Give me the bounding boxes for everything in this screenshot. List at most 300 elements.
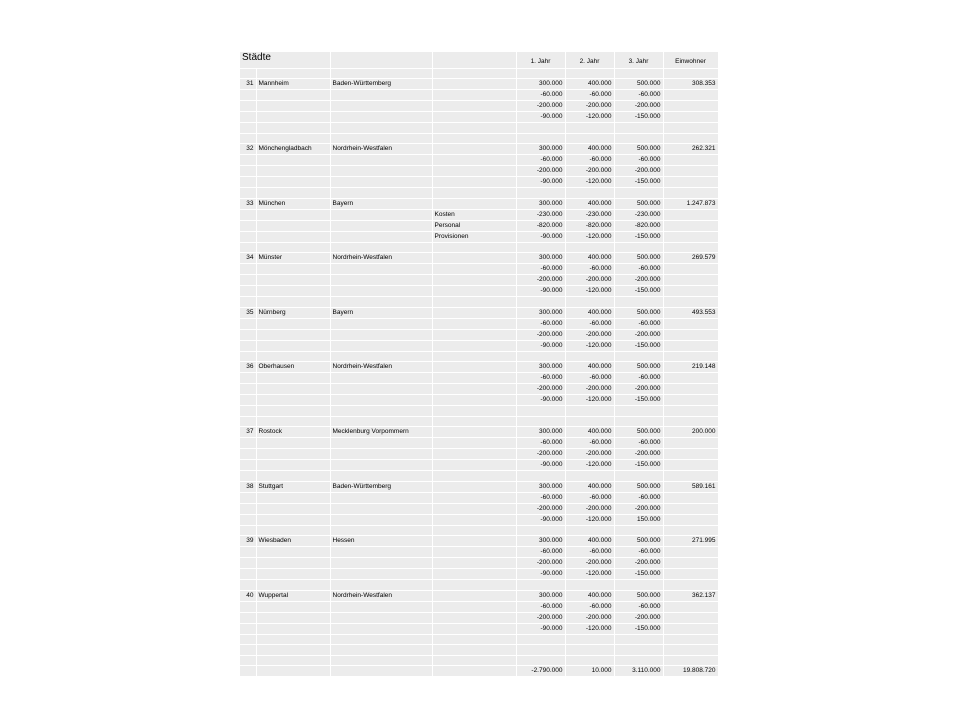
cell-state: Baden-Württemberg	[330, 481, 432, 492]
table-row	[240, 460, 718, 471]
table-title: Städte	[240, 52, 330, 68]
cell-year-2: 400.000	[565, 362, 614, 373]
cell-year-1: -90.000	[516, 177, 565, 188]
cell-year-2: -200.000	[565, 612, 614, 623]
cell-city-name	[256, 242, 330, 253]
cell-city-number	[240, 612, 256, 623]
cell-state: Nordrhein-Westfalen	[330, 362, 432, 373]
cell-city-name	[256, 460, 330, 471]
table-row	[240, 275, 718, 286]
cell-population	[663, 623, 718, 634]
cell-year-3: 500.000	[614, 307, 663, 318]
table-row	[240, 155, 718, 166]
cell-year-1: -90.000	[516, 395, 565, 406]
cell-year-2	[565, 297, 614, 308]
cell-city-name	[256, 90, 330, 101]
cell-state	[330, 503, 432, 514]
cell-population	[663, 351, 718, 362]
cell-item-label	[432, 655, 516, 666]
cell-year-2: -120.000	[565, 395, 614, 406]
cell-state	[330, 68, 432, 79]
cell-year-3	[614, 471, 663, 482]
cell-item-label	[432, 253, 516, 264]
cell-city-number	[240, 449, 256, 460]
cell-item-label	[432, 536, 516, 547]
cell-year-2: 400.000	[565, 253, 614, 264]
cell-item-label	[432, 144, 516, 155]
cell-item-label	[432, 123, 516, 134]
cell-year-2	[565, 580, 614, 591]
cell-year-2: -60.000	[565, 373, 614, 384]
cell-year-2	[565, 188, 614, 199]
cell-year-1: -90.000	[516, 286, 565, 297]
cell-year-2: -200.000	[565, 275, 614, 286]
cell-year-1	[516, 580, 565, 591]
cell-city-name	[256, 264, 330, 275]
cell-city-number	[240, 68, 256, 79]
cell-state	[330, 525, 432, 536]
cell-city-number	[240, 438, 256, 449]
cell-year-1: -200.000	[516, 275, 565, 286]
table-row	[240, 580, 718, 591]
cell-year-2	[565, 416, 614, 427]
cell-city-name	[256, 373, 330, 384]
table-row	[240, 177, 718, 188]
cell-item-label	[432, 101, 516, 112]
cell-year-2: -200.000	[565, 503, 614, 514]
cell-population	[663, 329, 718, 340]
cell-item-label	[432, 449, 516, 460]
cell-item-label: Personal	[432, 220, 516, 231]
cell-city-number	[240, 460, 256, 471]
cell-population	[663, 438, 718, 449]
cell-city-number	[240, 601, 256, 612]
cell-year-1: -90.000	[516, 514, 565, 525]
cell-city-number: 34	[240, 253, 256, 264]
table-row	[240, 112, 718, 123]
cell-city-name	[256, 123, 330, 134]
cell-year-2: -200.000	[565, 384, 614, 395]
table-row	[240, 231, 718, 242]
cell-year-2: -120.000	[565, 569, 614, 580]
cell-year-1: -90.000	[516, 623, 565, 634]
cell-year-2	[565, 242, 614, 253]
cell-year-3	[614, 525, 663, 536]
cell-city-name	[256, 329, 330, 340]
cell-population	[663, 188, 718, 199]
cell-year-3: -150.000	[614, 340, 663, 351]
cell-year-2: 400.000	[565, 427, 614, 438]
cell-state	[330, 395, 432, 406]
cell-state	[330, 601, 432, 612]
table-row	[240, 590, 718, 601]
cell-year-2	[565, 351, 614, 362]
cell-item-label	[432, 514, 516, 525]
cell-year-3	[614, 133, 663, 144]
cell-year-2: -120.000	[565, 231, 614, 242]
cell-city-name: Münster	[256, 253, 330, 264]
table-row	[240, 253, 718, 264]
cell-year-3	[614, 580, 663, 591]
cell-year-1: -200.000	[516, 329, 565, 340]
table-row	[240, 427, 718, 438]
cell-item-label	[432, 133, 516, 144]
table-row	[240, 623, 718, 634]
cell-population: 200.000	[663, 427, 718, 438]
cell-population: 1.247.873	[663, 198, 718, 209]
cell-year-3: -60.000	[614, 90, 663, 101]
cell-city-number: 37	[240, 427, 256, 438]
cell-city-number	[240, 188, 256, 199]
cell-item-label	[432, 416, 516, 427]
cell-population: 262.321	[663, 144, 718, 155]
cell-state	[330, 655, 432, 666]
cell-city-number	[240, 220, 256, 231]
cell-city-number	[240, 155, 256, 166]
cell-city-name	[256, 623, 330, 634]
cell-city-name	[256, 503, 330, 514]
table-row	[240, 220, 718, 231]
cell-year-3: -60.000	[614, 318, 663, 329]
cell-population	[663, 209, 718, 220]
cell-state	[330, 90, 432, 101]
cell-year-1: 300.000	[516, 427, 565, 438]
cell-item-label	[432, 503, 516, 514]
cell-city-name	[256, 101, 330, 112]
cell-year-2: -60.000	[565, 264, 614, 275]
table-row	[240, 351, 718, 362]
cell-year-1: 300.000	[516, 536, 565, 547]
table-row	[240, 525, 718, 536]
cell-city-number	[240, 351, 256, 362]
cell-population	[663, 275, 718, 286]
cell-city-name: Nürnberg	[256, 307, 330, 318]
cell-year-1	[516, 471, 565, 482]
cell-year-3	[614, 655, 663, 666]
table-row	[240, 514, 718, 525]
column-header-year-3: 3. Jahr	[614, 52, 663, 68]
table-row	[240, 79, 718, 90]
cell-city-number	[240, 492, 256, 503]
cell-year-1: -230.000	[516, 209, 565, 220]
cell-city-number	[240, 384, 256, 395]
cell-year-3	[614, 242, 663, 253]
table-row	[240, 666, 718, 677]
cell-year-1: -90.000	[516, 112, 565, 123]
cell-year-3	[614, 645, 663, 656]
cell-state	[330, 209, 432, 220]
cell-state	[330, 177, 432, 188]
table-row	[240, 438, 718, 449]
table-row	[240, 395, 718, 406]
table-row	[240, 612, 718, 623]
cell-item-label	[432, 569, 516, 580]
cell-year-1	[516, 242, 565, 253]
cell-year-2: 10.000	[565, 666, 614, 677]
cell-year-3: 150.000	[614, 514, 663, 525]
cell-city-name	[256, 188, 330, 199]
table-row	[240, 307, 718, 318]
cell-year-2: -200.000	[565, 449, 614, 460]
cell-state	[330, 634, 432, 645]
table-row	[240, 264, 718, 275]
table-row	[240, 558, 718, 569]
cell-state	[330, 123, 432, 134]
table-row	[240, 362, 718, 373]
cell-year-3: -150.000	[614, 395, 663, 406]
cell-year-3: -60.000	[614, 438, 663, 449]
cell-city-number	[240, 318, 256, 329]
cell-year-2: -200.000	[565, 558, 614, 569]
cell-city-name	[256, 133, 330, 144]
cell-city-number: 38	[240, 481, 256, 492]
cell-population	[663, 286, 718, 297]
cell-year-3	[614, 416, 663, 427]
cell-item-label	[432, 68, 516, 79]
cell-city-name	[256, 492, 330, 503]
cell-year-3: 500.000	[614, 536, 663, 547]
table-row	[240, 329, 718, 340]
cell-city-name: Wiesbaden	[256, 536, 330, 547]
cell-year-2: -120.000	[565, 460, 614, 471]
cell-year-3: -150.000	[614, 569, 663, 580]
column-header-population: Einwohner	[663, 52, 718, 68]
table-row	[240, 645, 718, 656]
cell-item-label	[432, 590, 516, 601]
cell-item-label	[432, 318, 516, 329]
table-row	[240, 297, 718, 308]
cell-year-1: -200.000	[516, 558, 565, 569]
cell-year-3: -820.000	[614, 220, 663, 231]
cell-state	[330, 416, 432, 427]
cell-year-3: -60.000	[614, 264, 663, 275]
cell-city-number	[240, 177, 256, 188]
cell-year-2	[565, 655, 614, 666]
cell-city-number	[240, 112, 256, 123]
table-row	[240, 133, 718, 144]
cell-year-3: -200.000	[614, 384, 663, 395]
cell-city-name	[256, 297, 330, 308]
cell-year-1: -60.000	[516, 601, 565, 612]
cell-item-label	[432, 558, 516, 569]
cell-state	[330, 569, 432, 580]
cell-year-3: 500.000	[614, 144, 663, 155]
cell-state	[330, 112, 432, 123]
cell-state	[330, 188, 432, 199]
cell-year-1	[516, 655, 565, 666]
cell-city-name	[256, 318, 330, 329]
cell-item-label	[432, 329, 516, 340]
cell-item-label	[432, 351, 516, 362]
cell-city-name	[256, 438, 330, 449]
cell-state	[330, 547, 432, 558]
table-row	[240, 209, 718, 220]
cell-state	[330, 340, 432, 351]
table-row	[240, 406, 718, 417]
cell-state	[330, 318, 432, 329]
cell-year-3: -200.000	[614, 166, 663, 177]
cell-year-3: -200.000	[614, 558, 663, 569]
cell-item-label	[432, 264, 516, 275]
cell-city-number	[240, 666, 256, 677]
cell-population	[663, 340, 718, 351]
cell-year-3: 3.110.000	[614, 666, 663, 677]
cell-city-number	[240, 209, 256, 220]
cell-year-2	[565, 123, 614, 134]
cell-city-number	[240, 406, 256, 417]
cell-year-2: 400.000	[565, 79, 614, 90]
cell-city-name	[256, 112, 330, 123]
cell-year-3: -60.000	[614, 155, 663, 166]
cell-item-label	[432, 307, 516, 318]
table-row	[240, 90, 718, 101]
cell-year-2	[565, 406, 614, 417]
table-row	[240, 101, 718, 112]
cell-state: Baden-Württemberg	[330, 79, 432, 90]
cell-year-1	[516, 297, 565, 308]
table-row	[240, 449, 718, 460]
cell-year-2: 400.000	[565, 536, 614, 547]
cell-city-number	[240, 547, 256, 558]
cell-year-3	[614, 68, 663, 79]
cell-population	[663, 318, 718, 329]
table-row	[240, 286, 718, 297]
cell-year-3: -150.000	[614, 177, 663, 188]
cell-city-number: 32	[240, 144, 256, 155]
cell-population	[663, 373, 718, 384]
cell-year-3: -150.000	[614, 231, 663, 242]
cell-item-label	[432, 373, 516, 384]
cell-year-2: -120.000	[565, 112, 614, 123]
cell-year-1	[516, 68, 565, 79]
cell-state	[330, 580, 432, 591]
cell-year-2: -120.000	[565, 286, 614, 297]
cell-year-2: -820.000	[565, 220, 614, 231]
cell-item-label	[432, 188, 516, 199]
cell-state	[330, 612, 432, 623]
cell-item-label	[432, 427, 516, 438]
cell-population: 19.808.720	[663, 666, 718, 677]
cell-city-name	[256, 275, 330, 286]
cell-item-label	[432, 623, 516, 634]
cell-year-3: -60.000	[614, 601, 663, 612]
cell-year-1: -60.000	[516, 373, 565, 384]
cell-population	[663, 558, 718, 569]
cell-population	[663, 297, 718, 308]
table-row	[240, 471, 718, 482]
cell-population	[663, 264, 718, 275]
cell-city-number	[240, 634, 256, 645]
cell-city-number	[240, 558, 256, 569]
cell-year-2: -200.000	[565, 329, 614, 340]
cell-item-label	[432, 406, 516, 417]
cell-year-1: -200.000	[516, 166, 565, 177]
cell-population: 269.579	[663, 253, 718, 264]
cell-year-2: -200.000	[565, 166, 614, 177]
cell-city-name	[256, 177, 330, 188]
cell-state	[330, 384, 432, 395]
cell-year-1: 300.000	[516, 253, 565, 264]
cell-item-label: Kosten	[432, 209, 516, 220]
cell-year-3: -200.000	[614, 612, 663, 623]
cell-year-1: -200.000	[516, 449, 565, 460]
cell-year-2: 400.000	[565, 590, 614, 601]
cell-item-label	[432, 460, 516, 471]
cell-population	[663, 231, 718, 242]
cell-city-number	[240, 90, 256, 101]
cell-city-name	[256, 166, 330, 177]
cell-population: 589.161	[663, 481, 718, 492]
cell-year-2: -60.000	[565, 438, 614, 449]
cell-item-label	[432, 166, 516, 177]
cell-item-label	[432, 612, 516, 623]
cell-item-label	[432, 481, 516, 492]
cell-year-1: -90.000	[516, 231, 565, 242]
cell-year-1: -90.000	[516, 460, 565, 471]
cell-year-3: 500.000	[614, 427, 663, 438]
cell-year-1: -60.000	[516, 547, 565, 558]
cell-year-3	[614, 634, 663, 645]
cell-year-3: -150.000	[614, 460, 663, 471]
cell-city-name	[256, 547, 330, 558]
cell-year-3	[614, 123, 663, 134]
cell-city-number	[240, 395, 256, 406]
cell-population	[663, 525, 718, 536]
cell-city-name: Oberhausen	[256, 362, 330, 373]
cell-city-name	[256, 634, 330, 645]
cell-year-2	[565, 645, 614, 656]
cell-year-3: -60.000	[614, 373, 663, 384]
cell-population: 308.353	[663, 79, 718, 90]
cell-city-number	[240, 503, 256, 514]
cell-year-1: -90.000	[516, 340, 565, 351]
cell-year-1: -200.000	[516, 612, 565, 623]
header-cell-empty	[432, 52, 516, 68]
cell-year-3: -230.000	[614, 209, 663, 220]
cell-city-number	[240, 297, 256, 308]
cell-state	[330, 264, 432, 275]
cell-year-2: -200.000	[565, 101, 614, 112]
cell-state	[330, 460, 432, 471]
header-row	[240, 52, 718, 68]
cell-year-1: 300.000	[516, 362, 565, 373]
cell-state	[330, 406, 432, 417]
cell-population	[663, 177, 718, 188]
cell-year-2: 400.000	[565, 144, 614, 155]
cell-item-label	[432, 79, 516, 90]
cell-population	[663, 90, 718, 101]
cell-state	[330, 666, 432, 677]
cell-city-name: Mönchengladbach	[256, 144, 330, 155]
cell-city-name: Stuttgart	[256, 481, 330, 492]
cell-population	[663, 492, 718, 503]
cell-year-1: -200.000	[516, 384, 565, 395]
cell-year-2: 400.000	[565, 307, 614, 318]
cell-year-2: 400.000	[565, 198, 614, 209]
cell-year-2: -60.000	[565, 90, 614, 101]
cell-city-name	[256, 580, 330, 591]
table-row	[240, 481, 718, 492]
cell-year-1: -2.790.000	[516, 666, 565, 677]
cell-year-3	[614, 351, 663, 362]
cell-population: 219.148	[663, 362, 718, 373]
cell-state	[330, 275, 432, 286]
cell-state	[330, 297, 432, 308]
cell-population	[663, 166, 718, 177]
cell-item-label	[432, 438, 516, 449]
cell-year-1: -60.000	[516, 155, 565, 166]
cell-year-1	[516, 351, 565, 362]
